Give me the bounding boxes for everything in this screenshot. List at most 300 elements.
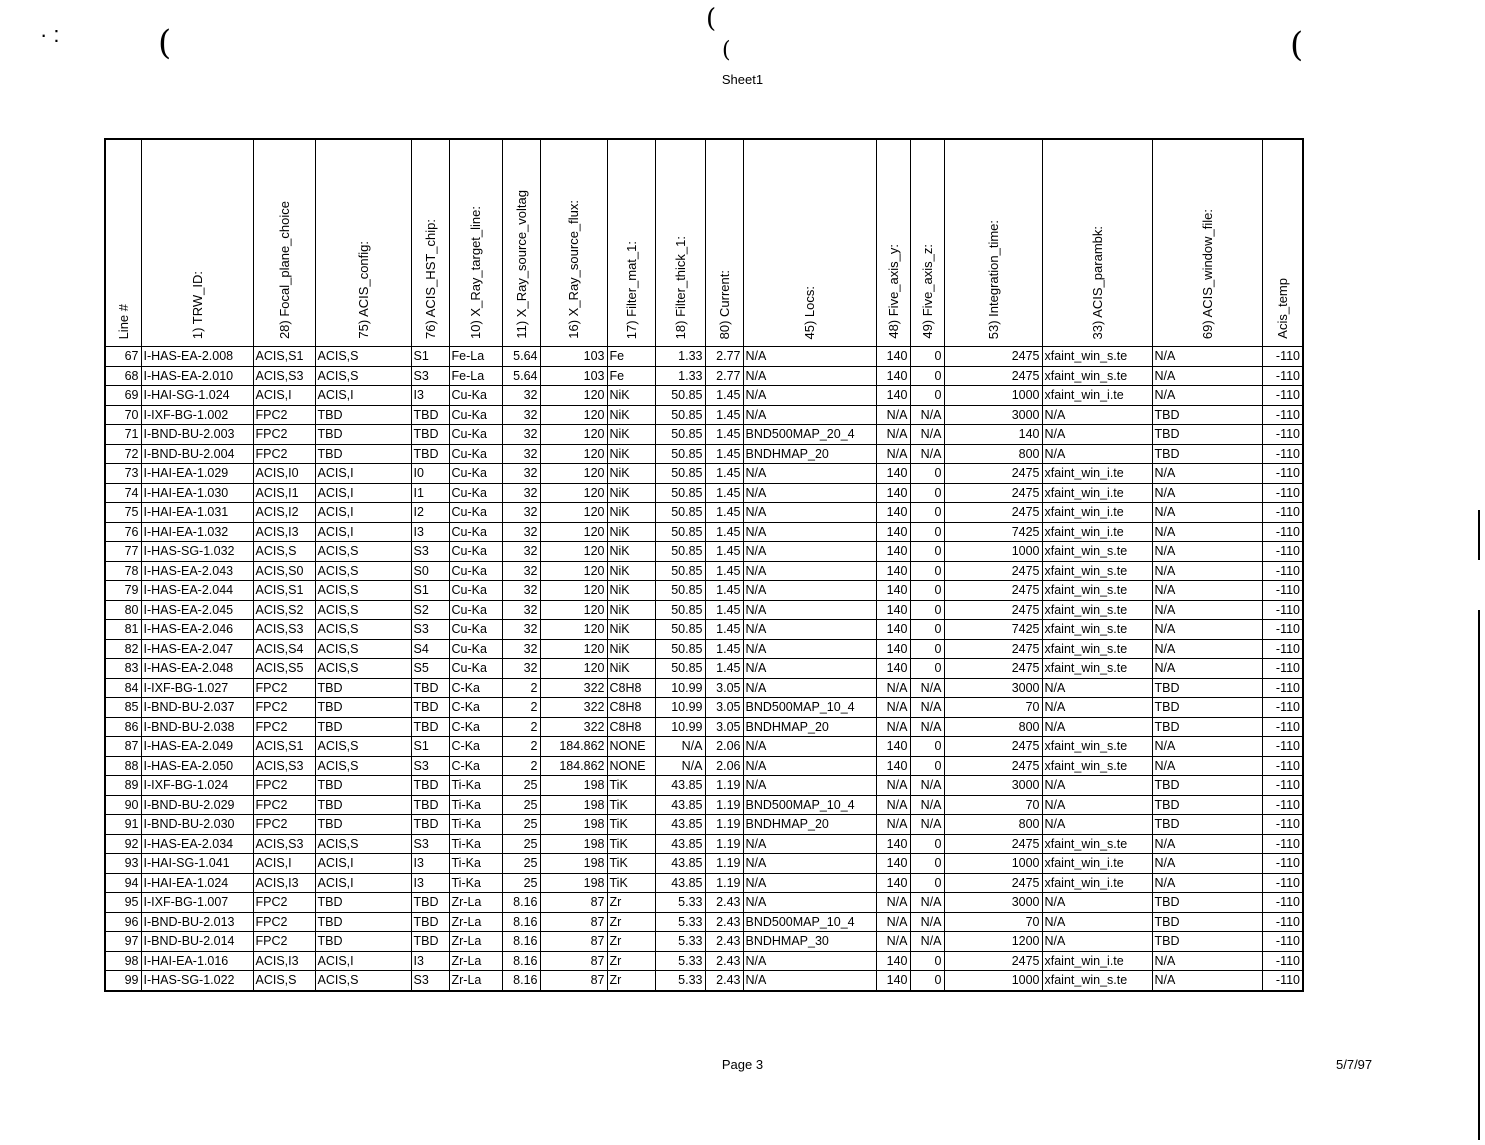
- table-cell: 2475: [944, 581, 1042, 601]
- table-row: [105, 503, 1303, 523]
- table-cell: I-HAS-EA-2.044: [141, 581, 253, 601]
- table-cell: 0: [910, 659, 944, 679]
- table-cell: N/A: [743, 405, 876, 425]
- table-cell: N/A: [1152, 347, 1262, 367]
- table-cell: TBD: [315, 678, 411, 698]
- table-cell: TBD: [315, 776, 411, 796]
- table-row: [105, 698, 1303, 718]
- table-row: [105, 561, 1303, 581]
- table-cell: 3.05: [705, 698, 743, 718]
- table-cell: C8H8: [607, 717, 655, 737]
- table-cell: ACIS,S: [315, 600, 411, 620]
- table-cell: S3: [411, 366, 449, 386]
- table-cell: -110: [1262, 912, 1303, 932]
- table-cell: N/A: [1152, 873, 1262, 893]
- table-cell: Cu-Ka: [449, 620, 502, 640]
- table-cell: Fe-La: [449, 366, 502, 386]
- table-cell: 94: [105, 873, 141, 893]
- table-cell: 2475: [944, 737, 1042, 757]
- table-cell: BND500MAP_20_4: [743, 425, 876, 445]
- table-cell: S1: [411, 581, 449, 601]
- table-cell: 32: [502, 425, 540, 445]
- table-cell: 103: [540, 347, 607, 367]
- table-cell: Cu-Ka: [449, 464, 502, 484]
- table-cell: ACIS,I: [315, 464, 411, 484]
- table-cell: Cu-Ka: [449, 600, 502, 620]
- table-cell: ACIS,I: [253, 854, 315, 874]
- table-cell: ACIS,S: [315, 834, 411, 854]
- table-cell: Cu-Ka: [449, 444, 502, 464]
- table-cell: 32: [502, 405, 540, 425]
- table-cell: 2475: [944, 951, 1042, 971]
- table-cell: N/A: [743, 854, 876, 874]
- table-cell: -110: [1262, 951, 1303, 971]
- table-cell: N/A: [743, 542, 876, 562]
- table-cell: N/A: [1042, 405, 1152, 425]
- table-cell: I-IXF-BG-1.027: [141, 678, 253, 698]
- table-cell: xfaint_win_s.te: [1042, 659, 1152, 679]
- table-cell: 85: [105, 698, 141, 718]
- table-cell: N/A: [1152, 659, 1262, 679]
- table-cell: 10.99: [655, 717, 705, 737]
- table-row: [105, 483, 1303, 503]
- table-cell: 3.05: [705, 717, 743, 737]
- table-cell: I3: [411, 854, 449, 874]
- table-cell: N/A: [876, 776, 910, 796]
- table-cell: -110: [1262, 522, 1303, 542]
- table-cell: 0: [910, 951, 944, 971]
- table-cell: 69: [105, 386, 141, 406]
- table-cell: NiK: [607, 425, 655, 445]
- table-cell: 87: [540, 932, 607, 952]
- table-cell: 25: [502, 834, 540, 854]
- table-cell: -110: [1262, 639, 1303, 659]
- table-cell: 0: [910, 620, 944, 640]
- column-header-label: 53) Integration_time:: [985, 219, 1001, 339]
- table-cell: 5.33: [655, 932, 705, 952]
- table-cell: FPC2: [253, 893, 315, 913]
- table-row: [105, 659, 1303, 679]
- column-header-label: 75) ACIS_config:: [355, 241, 371, 339]
- table-cell: -110: [1262, 795, 1303, 815]
- table-cell: TBD: [411, 698, 449, 718]
- table-cell: N/A: [876, 815, 910, 835]
- table-cell: 1.45: [705, 386, 743, 406]
- table-cell: 80: [105, 600, 141, 620]
- table-cell: 50.85: [655, 620, 705, 640]
- table-cell: 1.45: [705, 405, 743, 425]
- table-cell: 87: [540, 893, 607, 913]
- table-cell: N/A: [910, 405, 944, 425]
- table-row: [105, 776, 1303, 796]
- scan-edge-line-upper: [1478, 510, 1480, 560]
- table-cell: NiK: [607, 503, 655, 523]
- table-cell: 5.33: [655, 912, 705, 932]
- table-cell: Cu-Ka: [449, 483, 502, 503]
- table-cell: FPC2: [253, 932, 315, 952]
- table-cell: N/A: [1152, 366, 1262, 386]
- table-cell: N/A: [876, 405, 910, 425]
- table-cell: 50.85: [655, 659, 705, 679]
- table-cell: 0: [910, 600, 944, 620]
- table-cell: 43.85: [655, 795, 705, 815]
- table-cell: NiK: [607, 464, 655, 484]
- table-cell: 72: [105, 444, 141, 464]
- table-row: [105, 581, 1303, 601]
- table-cell: 8.16: [502, 893, 540, 913]
- table-cell: FPC2: [253, 405, 315, 425]
- table-cell: 25: [502, 795, 540, 815]
- table-cell: 120: [540, 386, 607, 406]
- table-cell: 2.43: [705, 971, 743, 991]
- table-cell: Cu-Ka: [449, 522, 502, 542]
- table-cell: 32: [502, 483, 540, 503]
- table-cell: 79: [105, 581, 141, 601]
- table-cell: TBD: [411, 444, 449, 464]
- table-cell: 2475: [944, 639, 1042, 659]
- table-cell: S3: [411, 834, 449, 854]
- column-header-label: 1) TRW_ID:: [189, 270, 205, 339]
- table-cell: ACIS,S: [315, 581, 411, 601]
- table-cell: 91: [105, 815, 141, 835]
- table-cell: S3: [411, 971, 449, 991]
- column-header-label: 16) X_Ray_source_flux:: [566, 200, 581, 339]
- column-header: [743, 139, 876, 347]
- table-cell: NONE: [607, 756, 655, 776]
- table-cell: 32: [502, 620, 540, 640]
- table-cell: N/A: [1152, 737, 1262, 757]
- table-cell: 120: [540, 444, 607, 464]
- table-cell: -110: [1262, 425, 1303, 445]
- table-cell: 140: [876, 951, 910, 971]
- table-cell: 2475: [944, 464, 1042, 484]
- table-cell: 43.85: [655, 776, 705, 796]
- table-cell: 120: [540, 561, 607, 581]
- column-header: [540, 139, 607, 347]
- table-cell: 84: [105, 678, 141, 698]
- table-cell: S0: [411, 561, 449, 581]
- table-cell: TBD: [1152, 815, 1262, 835]
- table-cell: ACIS,I: [253, 386, 315, 406]
- table-cell: 1000: [944, 542, 1042, 562]
- table-cell: TBD: [1152, 444, 1262, 464]
- table-cell: N/A: [1152, 386, 1262, 406]
- table-cell: 322: [540, 678, 607, 698]
- table-cell: -110: [1262, 659, 1303, 679]
- table-cell: N/A: [910, 776, 944, 796]
- table-cell: 140: [876, 542, 910, 562]
- table-cell: NiK: [607, 386, 655, 406]
- table-cell: N/A: [743, 776, 876, 796]
- table-cell: BND500MAP_10_4: [743, 912, 876, 932]
- table-cell: 103: [540, 366, 607, 386]
- table-cell: 2475: [944, 600, 1042, 620]
- table-cell: Zr-La: [449, 912, 502, 932]
- table-cell: N/A: [876, 795, 910, 815]
- table-cell: ACIS,S: [315, 347, 411, 367]
- table-cell: I-IXF-BG-1.002: [141, 405, 253, 425]
- table-row: [105, 971, 1303, 991]
- table-cell: 140: [876, 971, 910, 991]
- table-cell: N/A: [876, 678, 910, 698]
- table-cell: -110: [1262, 932, 1303, 952]
- table-row: [105, 815, 1303, 835]
- table-cell: 88: [105, 756, 141, 776]
- data-table: [104, 138, 1304, 992]
- table-cell: 50.85: [655, 600, 705, 620]
- table-cell: Fe: [607, 366, 655, 386]
- table-cell: xfaint_win_s.te: [1042, 834, 1152, 854]
- column-header: [1152, 139, 1262, 347]
- table-cell: TBD: [315, 444, 411, 464]
- table-cell: 2.43: [705, 912, 743, 932]
- table-cell: I-HAI-EA-1.030: [141, 483, 253, 503]
- table-cell: 3.05: [705, 678, 743, 698]
- table-row: [105, 795, 1303, 815]
- table-cell: 5.64: [502, 366, 540, 386]
- table-cell: I-HAS-EA-2.008: [141, 347, 253, 367]
- table-cell: TBD: [1152, 678, 1262, 698]
- column-header: [253, 139, 315, 347]
- table-cell: N/A: [1042, 815, 1152, 835]
- column-header: [655, 139, 705, 347]
- table-cell: 198: [540, 873, 607, 893]
- table-cell: 1000: [944, 971, 1042, 991]
- table-cell: 0: [910, 639, 944, 659]
- table-cell: ACIS,S2: [253, 600, 315, 620]
- page-number: Page 3: [721, 1057, 764, 1072]
- table-cell: 95: [105, 893, 141, 913]
- table-cell: Zr-La: [449, 932, 502, 952]
- table-cell: 71: [105, 425, 141, 445]
- table-cell: 50.85: [655, 483, 705, 503]
- table-cell: N/A: [1042, 444, 1152, 464]
- table-row: [105, 873, 1303, 893]
- table-cell: 198: [540, 776, 607, 796]
- table-cell: -110: [1262, 776, 1303, 796]
- table-row: [105, 756, 1303, 776]
- table-cell: -110: [1262, 737, 1303, 757]
- table-cell: 8.16: [502, 932, 540, 952]
- table-cell: TBD: [411, 717, 449, 737]
- table-cell: 43.85: [655, 815, 705, 835]
- column-header: [910, 139, 944, 347]
- table-cell: N/A: [1152, 639, 1262, 659]
- column-header: [141, 139, 253, 347]
- table-cell: 2.43: [705, 893, 743, 913]
- table-cell: 1.19: [705, 854, 743, 874]
- table-cell: TBD: [315, 698, 411, 718]
- table-cell: N/A: [910, 815, 944, 835]
- table-cell: xfaint_win_s.te: [1042, 971, 1152, 991]
- table-cell: 50.85: [655, 542, 705, 562]
- header-row: [105, 139, 1303, 347]
- table-cell: C-Ka: [449, 717, 502, 737]
- table-cell: Fe: [607, 347, 655, 367]
- table-cell: I-HAS-EA-2.046: [141, 620, 253, 640]
- table-cell: I-HAS-SG-1.032: [141, 542, 253, 562]
- table-cell: TBD: [411, 893, 449, 913]
- hole-mark-center-lower: (: [722, 38, 731, 63]
- table-cell: ACIS,S: [315, 639, 411, 659]
- table-cell: 2475: [944, 483, 1042, 503]
- table-cell: C-Ka: [449, 756, 502, 776]
- table-cell: S3: [411, 756, 449, 776]
- table-cell: ACIS,I: [315, 854, 411, 874]
- table-cell: TiK: [607, 854, 655, 874]
- table-cell: 2: [502, 698, 540, 718]
- table-cell: ACIS,S: [315, 542, 411, 562]
- table-cell: 1000: [944, 854, 1042, 874]
- table-cell: xfaint_win_i.te: [1042, 464, 1152, 484]
- table-cell: I-HAS-EA-2.047: [141, 639, 253, 659]
- table-cell: xfaint_win_i.te: [1042, 386, 1152, 406]
- table-cell: TBD: [315, 932, 411, 952]
- table-cell: 50.85: [655, 581, 705, 601]
- table-row: [105, 932, 1303, 952]
- table-cell: xfaint_win_i.te: [1042, 503, 1152, 523]
- table-cell: N/A: [876, 932, 910, 952]
- table-cell: TBD: [315, 795, 411, 815]
- table-cell: TBD: [411, 815, 449, 835]
- table-cell: I3: [411, 951, 449, 971]
- table-cell: I-HAI-EA-1.032: [141, 522, 253, 542]
- table-cell: N/A: [743, 834, 876, 854]
- table-cell: 140: [876, 659, 910, 679]
- table-cell: BNDHMAP_20: [743, 444, 876, 464]
- table-cell: xfaint_win_s.te: [1042, 347, 1152, 367]
- table-row: [105, 620, 1303, 640]
- table-cell: 0: [910, 542, 944, 562]
- table-cell: 25: [502, 854, 540, 874]
- table-cell: 2475: [944, 366, 1042, 386]
- table-cell: Zr: [607, 893, 655, 913]
- table-cell: ACIS,S5: [253, 659, 315, 679]
- table-cell: TiK: [607, 873, 655, 893]
- table-cell: 1.45: [705, 542, 743, 562]
- table-cell: 1.19: [705, 834, 743, 854]
- table-cell: 75: [105, 503, 141, 523]
- table-cell: TBD: [411, 932, 449, 952]
- table-cell: I0: [411, 464, 449, 484]
- table-cell: -110: [1262, 542, 1303, 562]
- table-cell: N/A: [910, 932, 944, 952]
- column-header: [105, 139, 141, 347]
- table-cell: N/A: [1152, 756, 1262, 776]
- table-cell: ACIS,S4: [253, 639, 315, 659]
- table-cell: 120: [540, 483, 607, 503]
- table-cell: S3: [411, 620, 449, 640]
- table-cell: ACIS,I3: [253, 951, 315, 971]
- table-cell: 76: [105, 522, 141, 542]
- table-cell: -110: [1262, 347, 1303, 367]
- table-cell: I-HAI-EA-1.031: [141, 503, 253, 523]
- table-cell: NiK: [607, 600, 655, 620]
- column-header: [705, 139, 743, 347]
- table-cell: Fe-La: [449, 347, 502, 367]
- table-cell: 83: [105, 659, 141, 679]
- table-cell: Zr: [607, 951, 655, 971]
- table-cell: I-BND-BU-2.037: [141, 698, 253, 718]
- table-cell: ACIS,S3: [253, 756, 315, 776]
- table-cell: TBD: [411, 795, 449, 815]
- table-cell: 140: [876, 756, 910, 776]
- table-cell: N/A: [876, 912, 910, 932]
- table-cell: I3: [411, 873, 449, 893]
- table-cell: C8H8: [607, 678, 655, 698]
- table-cell: 0: [910, 347, 944, 367]
- table-cell: BNDHMAP_20: [743, 815, 876, 835]
- table-cell: I-HAS-SG-1.022: [141, 971, 253, 991]
- table-cell: ACIS,S: [315, 971, 411, 991]
- table-cell: 10.99: [655, 678, 705, 698]
- table-cell: -110: [1262, 678, 1303, 698]
- table-cell: TBD: [1152, 932, 1262, 952]
- table-cell: TBD: [1152, 912, 1262, 932]
- table-cell: 50.85: [655, 405, 705, 425]
- table-cell: TiK: [607, 815, 655, 835]
- table-cell: 50.85: [655, 522, 705, 542]
- table-cell: 184.862: [540, 756, 607, 776]
- table-cell: NiK: [607, 620, 655, 640]
- table-cell: 0: [910, 522, 944, 542]
- table-cell: 140: [876, 347, 910, 367]
- table-cell: Cu-Ka: [449, 405, 502, 425]
- table-cell: -110: [1262, 366, 1303, 386]
- table-cell: I-BND-BU-2.030: [141, 815, 253, 835]
- table-row: [105, 737, 1303, 757]
- table-cell: NONE: [607, 737, 655, 757]
- table-cell: N/A: [1042, 698, 1152, 718]
- table-cell: 120: [540, 405, 607, 425]
- table-cell: ACIS,I: [315, 503, 411, 523]
- table-cell: ACIS,S: [253, 542, 315, 562]
- table-cell: xfaint_win_s.te: [1042, 737, 1152, 757]
- table-cell: NiK: [607, 659, 655, 679]
- table-cell: -110: [1262, 971, 1303, 991]
- table-cell: ACIS,S: [315, 620, 411, 640]
- page-date: 5/7/97: [1336, 1057, 1373, 1072]
- table-cell: N/A: [1152, 483, 1262, 503]
- table-cell: TiK: [607, 834, 655, 854]
- table-cell: 120: [540, 639, 607, 659]
- table-cell: 1.19: [705, 795, 743, 815]
- table-cell: NiK: [607, 639, 655, 659]
- table-cell: TBD: [315, 717, 411, 737]
- table-cell: 0: [910, 756, 944, 776]
- table-cell: TBD: [1152, 776, 1262, 796]
- table-cell: Ti-Ka: [449, 776, 502, 796]
- table-cell: 2475: [944, 873, 1042, 893]
- table-row: [105, 893, 1303, 913]
- table-row: [105, 951, 1303, 971]
- table-cell: 5.64: [502, 347, 540, 367]
- table-cell: 0: [910, 581, 944, 601]
- table-row: [105, 366, 1303, 386]
- table-cell: 5.33: [655, 951, 705, 971]
- table-row: [105, 854, 1303, 874]
- table-cell: -110: [1262, 464, 1303, 484]
- table-cell: Ti-Ka: [449, 815, 502, 835]
- table-cell: -110: [1262, 600, 1303, 620]
- table-cell: N/A: [743, 756, 876, 776]
- table-cell: 140: [876, 483, 910, 503]
- table-cell: S2: [411, 600, 449, 620]
- table-cell: N/A: [743, 737, 876, 757]
- table-cell: N/A: [876, 893, 910, 913]
- table-cell: ACIS,S3: [253, 834, 315, 854]
- table-cell: 1.45: [705, 522, 743, 542]
